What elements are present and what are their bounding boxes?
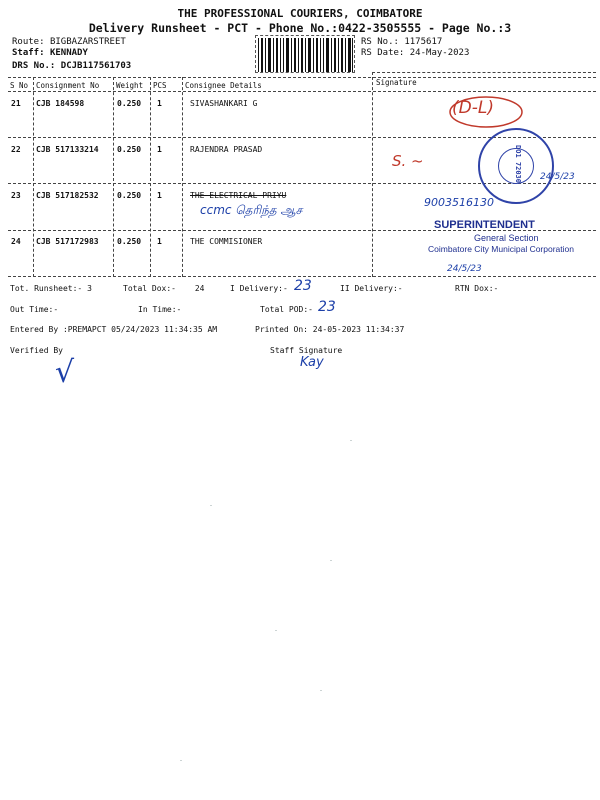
col-consignee: Consignee Details [185,81,262,90]
row-weight: 0.250 [117,191,142,200]
drs-label: DRS No.: [12,61,56,71]
row-consignment: CJB 517133214 [36,145,99,154]
row23-handwritten-note: ccmc தெரிந்த ஆச [200,203,303,217]
barcode [255,35,355,73]
superintendent-section: General Section [474,233,539,243]
row-consignee: SIVASHANKARI G [190,99,258,108]
row-weight: 0.250 [117,99,142,108]
row-consignee: RAJENDRA PRASAD [190,145,263,154]
scan-speck [180,760,182,761]
row-consignee: THE COMMISIONER [190,237,263,246]
entered-by: Entered By :PREMAPCT 05/24/2023 11:34:35 AM [10,325,218,334]
superintendent-title: SUPERINTENDENT [434,219,535,231]
row-weight: 0.250 [117,145,142,154]
row22-signature: S. ~ [392,152,424,170]
row-consignment: CJB 517182532 [36,191,99,200]
table-bottom-rule [8,276,596,277]
superintendent-org: Coimbatore City Municipal Corporation [428,244,574,254]
row-sno: 24 [11,237,21,246]
in-time-label: In Time:- [138,305,182,314]
rs-number: RS No.: 1175617 [361,37,443,47]
route-line [12,37,126,47]
rs-date: RS Date: 24-May-2023 [361,48,470,58]
total-dox [123,284,204,293]
tot-runsheet-value: 3 [87,284,92,293]
rubber-stamp [478,128,554,204]
sig-top-rule [372,72,596,73]
i-delivery-value: 23 [294,278,312,294]
verified-by-label: Verified By [10,346,63,355]
total-pod-label: Total POD:- [260,305,313,314]
row-weight: 0.250 [117,237,142,246]
tot-runsheet [10,284,92,293]
col-consignment: Consignment No [36,81,100,90]
row23-phone: 9003516130 [424,196,494,209]
staff-signature: Kay [300,355,324,370]
staff-label: Staff: [12,48,45,58]
runsheet-subtitle: Delivery Runsheet - PCT - Phone No.:0422-3505555 - Page No.:3 [88,21,512,35]
out-time-label: Out Time:- [10,305,59,314]
row-pcs: 1 [157,191,162,200]
scan-speck [350,440,352,441]
drs-line [12,61,131,71]
scan-speck [320,690,322,691]
printed-on: Printed On: 24-05-2023 11:34:37 [255,325,405,334]
col-divider-1 [33,77,34,277]
row-pcs: 1 [157,237,162,246]
row-consignment: CJB 517172983 [36,237,99,246]
col-sno: S No [10,81,29,90]
route-label: Route: [12,37,45,47]
col-weight: Weight [116,81,144,90]
company-title: THE PROFESSIONAL COURIERS, COIMBATORE [177,7,423,20]
row21-signature: (D-L) [452,98,494,118]
stamp-text: DO1 72030 [514,145,522,183]
tot-runsheet-label: Tot. Runsheet:- [10,284,83,293]
i-delivery-label: I Delivery:- [230,284,288,293]
barcode-graphic [256,36,355,73]
col-divider-2 [113,77,114,277]
staff-signature-label: Staff Signature [270,346,343,355]
ii-delivery-label: II Delivery:- [340,284,403,293]
row24-date: 24/5/23 [447,264,482,274]
row-consignment: CJB 184598 [36,99,85,108]
col-pcs: PCS [153,81,167,90]
col-divider-3 [150,77,151,277]
row-sno: 23 [11,191,21,200]
scan-speck [275,630,277,631]
route-value: BIGBAZARSTREET [49,37,126,47]
col-divider-5 [372,72,373,277]
col-divider-4 [182,77,183,277]
scan-speck [210,505,212,506]
row-consignee: THE ELECTRICAL PRIYU [190,191,287,200]
scan-speck [330,560,332,561]
drs-value: DCJB117561703 [60,61,132,71]
row-sno: 22 [11,145,21,154]
row-pcs: 1 [157,145,162,154]
total-pod-value: 23 [318,299,336,315]
row21-signature-loop [446,92,526,132]
rtn-dox-label: RTN Dox:- [455,284,499,293]
col-signature: Signature [376,78,417,87]
staff-value: KENNADY [49,48,88,58]
staff-line [12,48,88,58]
total-dox-label: Total Dox:- [123,284,176,293]
row-pcs: 1 [157,99,162,108]
row23-date: 24/5/23 [540,172,575,182]
row-sno: 21 [11,99,21,108]
total-dox-value: 24 [194,284,205,293]
table-top-rule [8,77,596,78]
verified-signature: √ [55,355,75,390]
